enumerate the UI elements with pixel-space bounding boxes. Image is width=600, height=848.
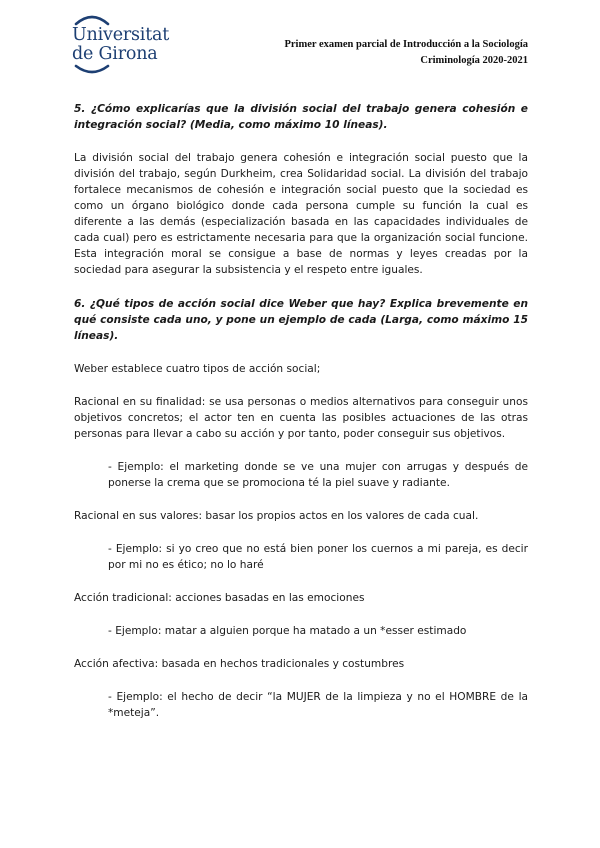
logo-line2: de Girona [72,44,158,64]
ejemplo-1: - Ejemplo: el marketing donde se ve una mujer con arrugas y después de ponerse la crema que se promociona té la piel suave y radiante. [108,461,528,489]
ejemplo-4: - Ejemplo: el hecho de decir “la MUJER de la limpieza y no el HOMBRE de la *meteja”. [108,691,528,719]
document-body [74,101,528,721]
ejemplo-3: - Ejemplo: matar a alguien porque ha matado a un *esser estimado [108,625,467,637]
university-logo [72,12,170,74]
header-title: Primer examen parcial de Introducción a la Sociología [284,39,528,50]
logo-line1: Universitat [72,25,170,45]
answer-6-intro: Weber establece cuatro tipos de acción social; [74,363,321,375]
question-6: 6. ¿Qué tipos de acción social dice Weber que hay? Explica brevemente en qué consiste cada uno, y pone un ejemplo de cada (Larga, como máximo 15 líneas). [74,298,528,342]
crown-icon [74,12,110,26]
racional-finalidad: Racional en su finalidad: se usa personas o medios alternativos para conseguir unos objetivos concretos; el actor ten en cuenta las posibles actuaciones de las otras personas para llevar a cabo su acción y por tanto, poder conseguir sus objetivos. [74,396,528,440]
base-icon [74,64,110,74]
document-header [284,37,528,69]
accion-tradicional: Acción tradicional: acciones basadas en las emociones [74,592,365,604]
question-5: 5. ¿Cómo explicarías que la división social del trabajo genera cohesión e integración social? (Media, como máximo 10 líneas). [74,103,528,131]
racional-valores: Racional en sus valores: basar los propios actos en los valores de cada cual. [74,510,479,522]
answer-5: La división social del trabajo genera cohesión e integración social puesto que la división del trabajo, según Durkheim, crea Solidaridad social. La división del trabajo fortalece mecanismos de cohesión e integración social puesto que la sociedad es como un órgano biológico donde cada persona cumple su función la cual es diferente a las demás (especialización basada en las capacidades individuales de cada cual) pero es estrictamente necesaria para que la organización social funcione. Esta integración moral se consigue a base de normas y leyes creadas por la sociedad para asegurar la subsistencia y el respeto entre iguales. [74,152,528,276]
accion-afectiva: Acción afectiva: basada en hechos tradicionales y costumbres [74,658,405,670]
header-subtitle: Criminología 2020-2021 [420,55,528,66]
ejemplo-2: - Ejemplo: si yo creo que no está bien poner los cuernos a mi pareja, es decir por mi no es ético; no lo haré [108,543,528,571]
